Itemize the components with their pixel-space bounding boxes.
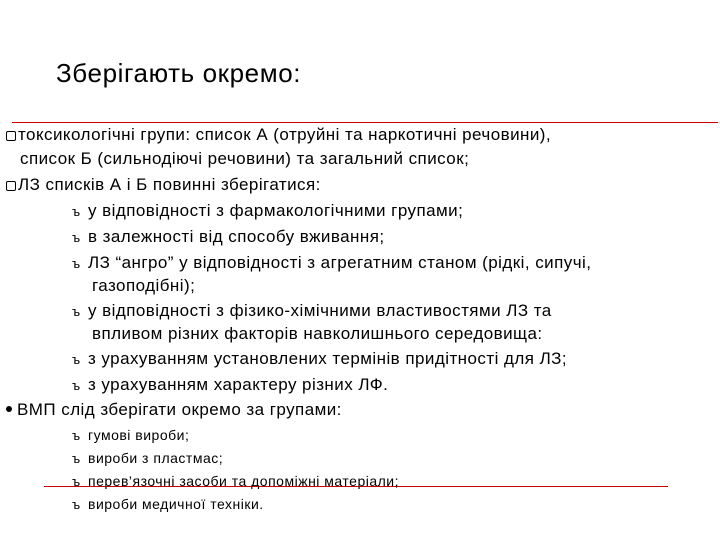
tertiary-equipment: ъ вироби медичної техніки. [72,494,264,515]
bullet-toxicology: токсикологічні групи: список А (отруйні та наркотичні речовини), [6,124,551,146]
bullet-toxicology-cont: список Б (сильнодіючі речовини) та загальний список; [20,149,470,168]
tertiary-plastic: ъ вироби з пластмас; [72,448,223,469]
sub-bullet-shelf-life: ъ з урахуванням установлених термінів придітності для ЛЗ; [72,348,567,371]
sub-bullet-forms: ъ з урахуванням характеру різних ЛФ. [72,374,388,397]
sub-bullet-marker-icon: ъ [72,474,81,489]
sub-bullet-physchem-cont: впливом різних факторів навколишнього середовища: [92,324,543,343]
sub-bullet-angro-cont: газоподібні); [92,276,196,295]
sub-bullet-angro: ъ ЛЗ “ангро” у відповідності з агрегатним станом (рідкі, сипучі, [72,252,591,275]
slide-title: Зберігають окремо: [56,58,302,88]
sub-bullet-marker-icon: ъ [72,352,81,367]
square-bullet-icon [6,181,16,191]
sub-bullet-marker-icon: ъ [72,428,81,443]
sub-bullet-marker-icon: ъ [72,256,81,271]
sub-bullet-marker-icon: ъ [72,204,81,219]
bullet-lists-storage: ЛЗ списків А і Б повинні зберігатися: [6,174,321,196]
square-bullet-icon [6,131,16,141]
bullet-vmp: ВМП слід зберігати окремо за групами: [6,399,342,421]
sub-bullet-usage: ъ в залежності від способу вживання; [72,226,385,249]
sub-bullet-marker-icon: ъ [72,230,81,245]
tertiary-rubber: ъ гумові вироби; [72,425,189,446]
sub-bullet-marker-icon: ъ [72,451,81,466]
top-red-rule [12,122,718,123]
sub-bullet-physchem: ъ у відповідності з фізико-хімічними властивостями ЛЗ та [72,300,552,323]
sub-bullet-marker-icon: ъ [72,304,81,319]
sub-bullet-pharm-groups: ъ у відповідності з фармакологічними групами; [72,200,463,223]
sub-bullet-marker-icon: ъ [72,378,81,393]
sub-bullet-marker-icon: ъ [72,497,81,512]
round-bullet-icon [6,406,12,412]
tertiary-dressings: ъ перев’язочні засоби та допоміжні матеріали; [72,471,399,492]
